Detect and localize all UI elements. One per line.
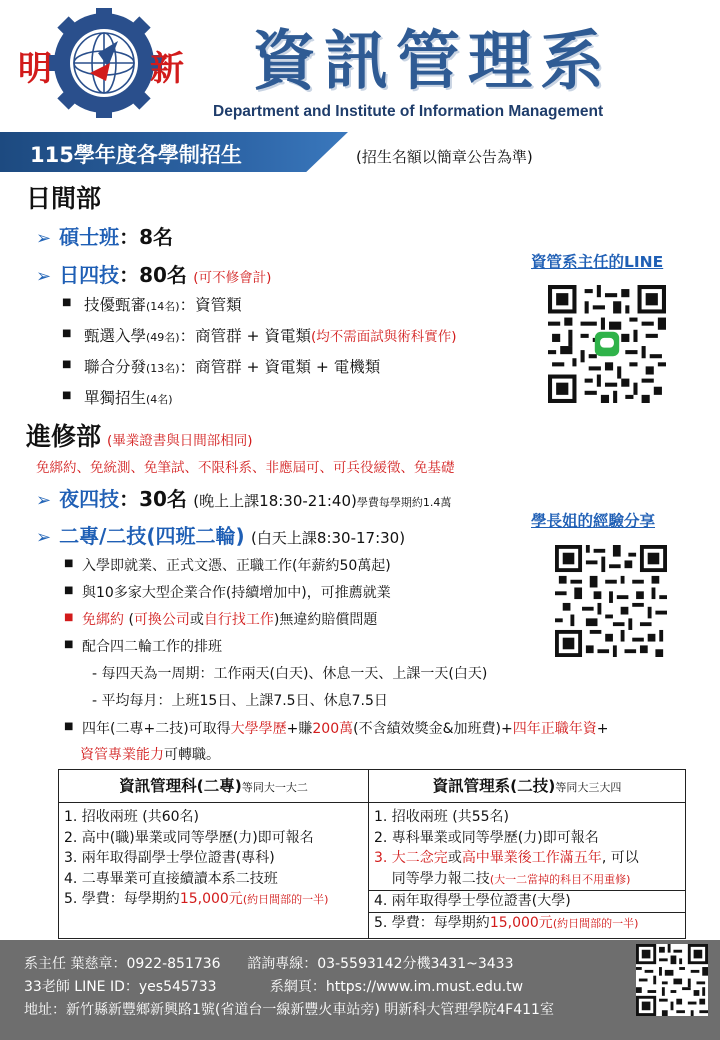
table-row: 1. 招收兩班 (共60名) <box>64 809 199 825</box>
night-fouryear-time: (晚上上課18:30-21:40) <box>193 492 357 510</box>
list-item: ■ 聯合分發(13名)：商管群 + 資電類 + 電機類 <box>64 355 380 377</box>
logo-char-right: 新 <box>150 49 184 89</box>
logo-char-left: 明 <box>18 49 52 89</box>
day-division-heading: 日間部 <box>26 184 102 213</box>
arrow-icon: ➢ <box>36 527 52 548</box>
table-row: 5. 學費：每學期約15,000元(約日間部的一半) <box>369 912 685 935</box>
school-logo <box>12 8 192 118</box>
table-header: 資訊管理系(二技)等同大三大四 <box>369 770 685 803</box>
day-fouryear-note: (可不修會計) <box>193 270 272 286</box>
day-fouryear-item <box>36 259 271 288</box>
arrow-icon: ➢ <box>36 490 52 511</box>
line-qr-title[interactable]: 資管系主任的LINE <box>531 253 664 271</box>
twoyear-time: (白天上課8:30-17:30) <box>251 529 406 547</box>
list-item: ■ 免綁約 (可換公司或自行找工作)無違約賠償問題 <box>64 609 377 629</box>
table-col-twoyear-college <box>59 770 369 938</box>
table-row: 4. 二專畢業可直接續讀本系二技班 <box>64 870 278 887</box>
masters-label: 碩士班 <box>59 225 120 249</box>
table-row: 5. 學費：每學期約15,000元(約日間部的一半) <box>64 891 329 907</box>
night-heading-text: 進修部 <box>26 422 102 451</box>
table-row: 同等學力報二技(大一二當掉的科目不用重修) <box>374 870 631 887</box>
arrow-icon: ➢ <box>36 266 52 287</box>
list-item: ■ 單獨招生(4名) <box>64 386 173 408</box>
night-division-heading <box>26 417 253 453</box>
list-item-continuation: 資管專業能力可轉職。 <box>80 747 220 763</box>
night-fouryear-label: 夜四技 <box>59 487 120 511</box>
table-row: 3. 大二念完或高中畢業後工作滿五年, 可以 <box>374 850 639 866</box>
table-row: 2. 專科畢業或同等學歷(力)即可報名 <box>374 829 599 846</box>
masters-item <box>36 221 173 250</box>
banner-note: (招生名額以簡章公告為準) <box>356 148 533 166</box>
schedule-detail: - 平均每月：上班15日、上課7.5日、休息7.5日 <box>92 693 388 709</box>
table-header: 資訊管理科(二專)等同大一大二 <box>59 770 368 803</box>
day-fouryear-count: ：80名 <box>119 263 187 287</box>
masters-count: ：8名 <box>119 225 174 249</box>
banner-title: 115學年度各學制招生 <box>30 143 242 167</box>
table-row: 4. 兩年取得學士學位證書(大學) <box>369 890 685 912</box>
footer-qr-code[interactable] <box>636 944 708 1016</box>
line-qr-code[interactable] <box>548 285 666 403</box>
night-fouryear-item <box>36 483 451 512</box>
footer-contact-line: 系主任 葉慈章：0922-851736 諮詢專線：03-5593142分機3431~3433 <box>24 956 514 972</box>
table-col-twoyear-tech <box>369 770 685 938</box>
share-qr-title[interactable]: 學長姐的經驗分享 <box>531 512 656 530</box>
night-fouryear-fee: 學費每學期約1.4萬 <box>356 496 452 509</box>
arrow-icon: ➢ <box>36 228 52 249</box>
day-fouryear-label: 日四技 <box>59 263 120 287</box>
night-heading-note: (畢業證書與日間部相同) <box>107 433 253 449</box>
list-item: ■ 配合四二輪工作的排班 <box>64 636 222 656</box>
list-item: ■ 甄選入學(49名)：商管群 + 資電類(均不需面試與術科實作) <box>64 324 457 346</box>
list-item: ■ 技優甄審(14名)：資管類 <box>64 293 242 315</box>
twoyear-item <box>36 520 405 549</box>
table-row: 2. 高中(職)畢業或同等學歷(力)即可報名 <box>64 829 314 846</box>
table-row: 1. 招收兩班 (共55名) <box>374 809 509 825</box>
footer-website-line[interactable]: 33老師 LINE ID：yes545733 系網頁：https://www.im.must.edu.tw <box>24 979 524 995</box>
program-comparison-table <box>58 769 686 939</box>
list-item: ■ 入學即就業、正式文憑、正職工作(年薪約50萬起) <box>64 555 391 575</box>
table-row: 3. 兩年取得副學士學位證書(專科) <box>64 850 275 866</box>
page-title: 資訊管理系 <box>252 25 612 99</box>
footer-address-line: 地址：新竹縣新豐鄉新興路1號(省道台一線新豐火車站旁) 明新科大管理學院4F411室 <box>24 1002 554 1018</box>
share-qr-code[interactable] <box>555 545 667 657</box>
page-subtitle: Department and Institute of Information Management <box>213 103 604 120</box>
night-perks: 免綁約、免統測、免筆試、不限科系、非應屆可、可兵役緩徵、免基礎 <box>36 460 455 476</box>
night-fouryear-count: ：30名 <box>119 487 187 511</box>
twoyear-label: 二專/二技(四班二輪) <box>59 524 245 548</box>
list-item: ■ 四年(二專+二技)可取得大學學歷+賺200萬(不含績效獎金&加班費)+四年正職年資+ <box>64 718 608 738</box>
list-item: ■ 與10多家大型企業合作(持續增加中)，可推薦就業 <box>64 582 391 602</box>
schedule-detail: - 每四天為一周期：工作兩天(白天)、休息一天、上課一天(白天) <box>92 666 488 682</box>
